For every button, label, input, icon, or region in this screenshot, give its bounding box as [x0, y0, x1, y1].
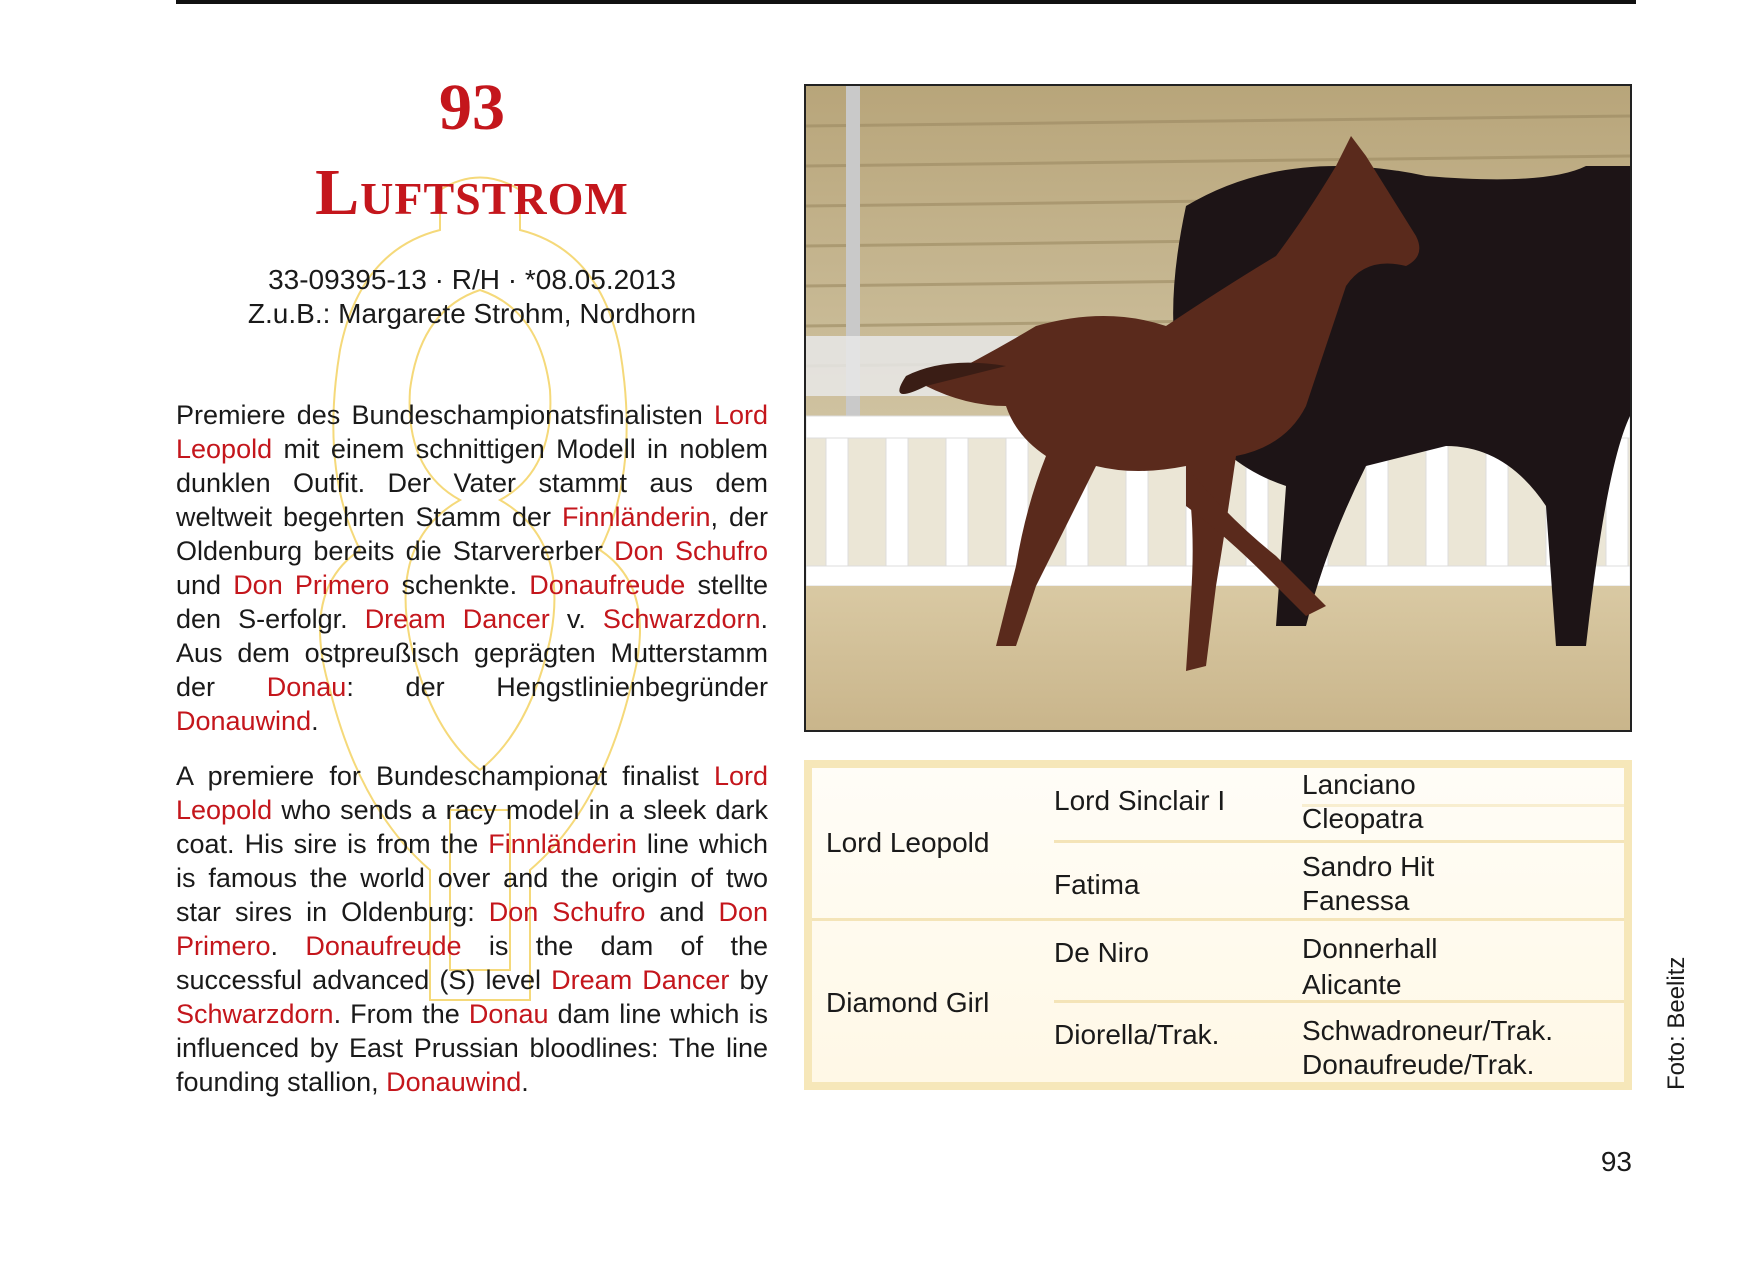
horse-name-highlight: Lord Leopold	[176, 761, 768, 825]
pedigree-sd-sire: Sandro Hit	[1302, 851, 1435, 882]
pedigree-dd-dam: Donaufreude/Trak.	[1302, 1049, 1535, 1080]
text-segment: v.	[549, 604, 603, 634]
horse-name-highlight: Schwarzdorn	[602, 604, 761, 634]
horse-name-highlight: Finnländerin	[488, 829, 637, 859]
pedigree-sd-dam: Fanessa	[1302, 885, 1410, 916]
pedigree-sire-sire: Lord Sinclair I	[1054, 785, 1226, 816]
description-english	[176, 759, 768, 1099]
pedigree-ds-sire: Donnerhall	[1302, 933, 1438, 964]
breeder-info: Z.u.B.: Margarete Strohm, Nordhorn	[247, 298, 697, 329]
text-segment: by	[729, 965, 768, 995]
horse-name-highlight: Finnländerin	[561, 502, 711, 532]
pedigree-ds-dam: Alicante	[1302, 969, 1402, 1000]
text-segment: A premiere for Bundeschampionat finalist	[176, 761, 714, 791]
horse-name-highlight: Schwarzdorn	[176, 999, 334, 1029]
text-segment: who sends a racy model in a sleek dark coat. His sire is from the	[176, 795, 768, 859]
lot-number: 93	[439, 71, 505, 144]
text-segment: . Aus dem ostpreußisch geprägten Mutterstamm der	[176, 604, 768, 702]
text-segment: . From the	[333, 999, 469, 1029]
text-segment: , der Oldenburg bereits die Starvererber	[176, 502, 768, 566]
horse-name-highlight: Donauwind	[386, 1067, 522, 1097]
registration-info: 33-09395-13 · R/H · *08.05.2013	[268, 264, 676, 295]
pedigree-dam: Diamond Girl	[826, 987, 990, 1018]
horse-name-highlight: Dream Dancer	[551, 965, 730, 995]
pedigree-sire: Lord Leopold	[826, 827, 990, 858]
pedigree-dam-dam: Diorella/Trak.	[1054, 1019, 1220, 1050]
pedigree-dd-sire: Schwadroneur/Trak.	[1302, 1015, 1554, 1046]
text-segment: .	[521, 1067, 529, 1097]
pedigree-table	[804, 760, 1632, 1090]
text-segment: Premiere des Bundeschampionatsfinalisten	[176, 400, 714, 430]
horse-name-highlight: Don Schufro	[614, 536, 768, 566]
text-segment: mit einem schnittigen Modell in noblem dunklen Outfit. Der Vater stammt aus dem weltweit begehrten Stamm der	[176, 434, 768, 532]
pedigree-divider	[812, 918, 1624, 921]
pedigree-ss-sire: Lanciano	[1302, 769, 1416, 800]
horse-name-highlight: Donauwind	[176, 706, 312, 736]
text-segment: dam line which is influenced by East Prussian bloodlines: The line founding stallion,	[176, 999, 768, 1097]
horse-name-highlight: Donaufreude	[529, 570, 686, 600]
text-segment: .	[311, 706, 319, 736]
text-segment: : der Hengstlinienbegründer	[346, 672, 768, 702]
horse-name: Luftstrom	[315, 156, 629, 229]
horse-name-highlight: Donau	[468, 999, 549, 1029]
page-number: 93	[1600, 1146, 1632, 1177]
text-segment: und	[176, 570, 234, 600]
horse-name-highlight: Don Primero	[176, 897, 768, 961]
text-segment: stellte den S-erfolgr.	[176, 570, 768, 634]
horse-name-highlight: Dream Dancer	[364, 604, 550, 634]
text-segment: schenkte.	[389, 570, 530, 600]
pedigree-dam-sire: De Niro	[1054, 937, 1149, 968]
horse-name-highlight: Lord Leopold	[176, 400, 768, 464]
horse-photo	[804, 84, 1632, 732]
text-segment: line which is famous the world over and the origin of two star sires in Oldenburg:	[176, 829, 768, 927]
horse-name-highlight: Donaufreude	[305, 931, 462, 961]
text-segment: and	[645, 897, 719, 927]
text-segment: is the dam of the successful advanced (S) level	[176, 931, 768, 995]
horse-name-highlight: Donau	[266, 672, 347, 702]
description-german	[176, 398, 768, 738]
top-rule	[176, 0, 1636, 4]
photo-credit: Foto: Beelitz	[1663, 956, 1690, 1090]
horse-name-highlight: Don Schufro	[488, 897, 646, 927]
horse-name-highlight: Don Primero	[233, 570, 390, 600]
text-segment: .	[270, 931, 306, 961]
pedigree-sire-dam: Fatima	[1054, 869, 1140, 900]
pedigree-divider	[1054, 840, 1624, 843]
pedigree-ss-dam: Cleopatra	[1302, 803, 1424, 834]
